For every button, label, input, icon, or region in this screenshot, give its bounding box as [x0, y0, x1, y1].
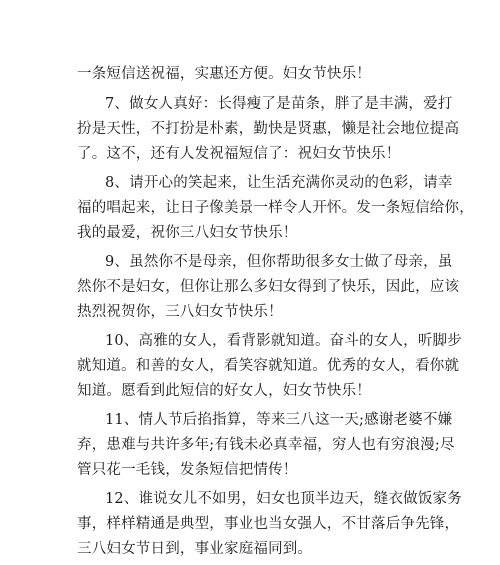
paragraph-7-line-1: 7、做女人真好：长得瘦了是苗条，胖了是丰满，爱打 — [105, 96, 453, 112]
paragraph-12-line-1: 12、谁说女儿不如男，妇女也顶半边天，缝衣做饭家务 — [105, 491, 462, 507]
paragraph-11-line-3: 管只花一毛钱，发条短信把情传！ — [77, 462, 298, 478]
paragraph-7-line-2: 扮是天性，不打扮是朴素，勤快是贤惠，懒是社会地位提高 — [77, 121, 460, 137]
paragraph-11-line-2: 弃，患难与共许多年;有钱未必真幸福，穷人也有穷浪漫;尽 — [77, 437, 455, 453]
paragraph-9-line-1: 9、虽然你不是母亲，但你帮助很多女士做了母亲，虽 — [105, 254, 453, 270]
paragraph-9-line-2: 然你不是妇女，但你让那么多妇女得到了快乐，因此，应该 — [77, 279, 460, 295]
paragraph-8-line-1: 8、请开心的笑起来，让生活充满你灵动的色彩，请幸 — [105, 175, 453, 191]
paragraph-8-line-3: 我的最爱，祝你三八妇女节快乐！ — [77, 225, 298, 241]
text-line: 一条短信送祝福，实惠还方便。妇女节快乐！ — [77, 66, 371, 82]
paragraph-11-line-1: 11、情人节后掐指算，等来三八这一天;感谢老婆不嫌 — [105, 412, 453, 428]
paragraph-12-line-2: 事，样样精通是典型，事业也当女强人，不甘落后争先锋， — [77, 516, 460, 532]
paragraph-10-line-3: 知道。愿看到此短信的好女人，妇女节快乐！ — [77, 383, 371, 399]
paragraph-10-line-1: 10、高雅的女人，看背影就知道。奋斗的女人，听脚步 — [105, 333, 462, 349]
paragraph-8-line-2: 福的唱起来，让日子像美景一样令人开怀。发一条短信给你， — [77, 200, 474, 216]
paragraph-12-line-3: 三八妇女节日到，事业家庭福同到。 — [77, 541, 313, 557]
paragraph-9-line-3: 热烈祝贺你，三八妇女节快乐！ — [77, 304, 283, 320]
paragraph-10-line-2: 就知道。和善的女人，看笑容就知道。优秀的女人，看你就 — [77, 358, 460, 374]
paragraph-7-line-3: 了。这不，还有人发祝福短信了：祝妇女节快乐！ — [77, 146, 401, 162]
